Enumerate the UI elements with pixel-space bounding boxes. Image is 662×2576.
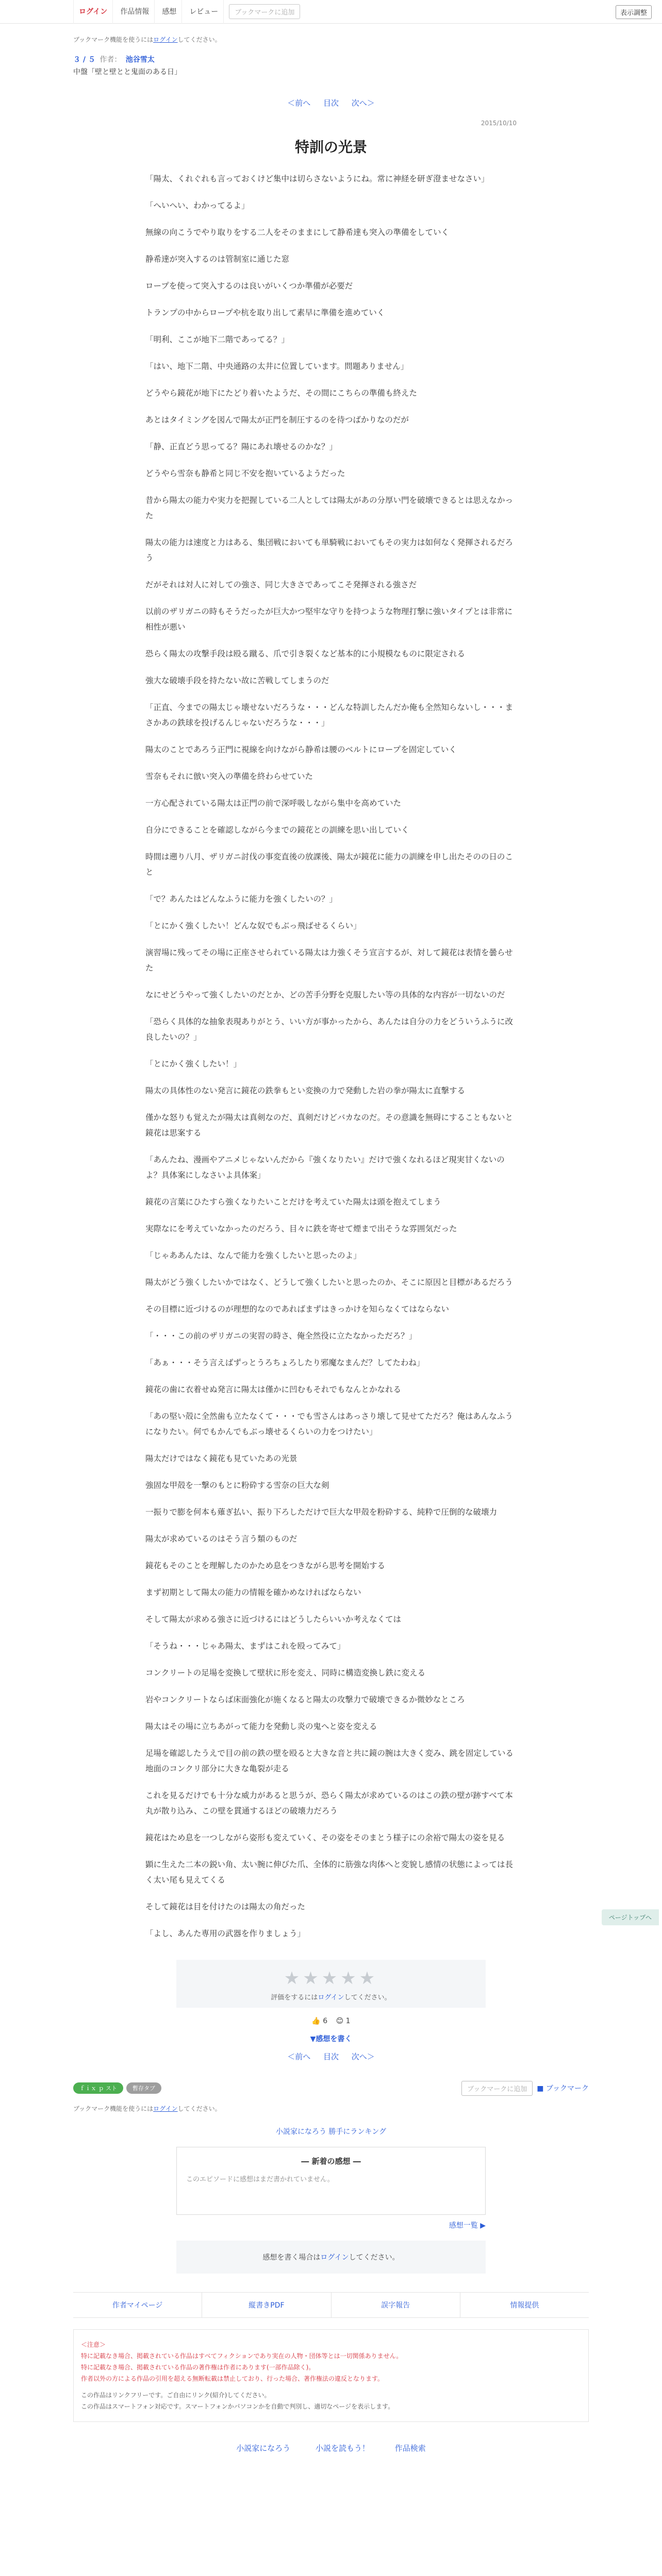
page-top-button[interactable]: ページトップへ	[602, 1909, 659, 1925]
bookmark-login-notice-bottom: ブックマーク機能を使うにはログインしてください。	[73, 2105, 221, 2112]
bookmark-add-button-bottom[interactable]: ブックマークに追加	[461, 2081, 533, 2096]
novel-paragraph: 演習場に残ってその場に正座させられている陽太は力強くそう宣言するが、対して鏡花は表情を曇らせた	[145, 948, 513, 973]
notice-smartphone: この作品はスマートフォン対応です。スマートフォンかパソコンかを自動で判別し、適切なページを表示します。	[81, 2403, 394, 2410]
novel-paragraph: 陽太が求めているのはそう言う類のものだ	[145, 1534, 297, 1544]
novel-paragraph: 「で？あんたはどんなふうに能力を強くしたいの？」	[145, 894, 338, 904]
all-impressions-link[interactable]: 感想一覧 ▶	[449, 2222, 486, 2230]
notice-title: ＜注意＞	[81, 2341, 106, 2348]
write-impression-link[interactable]: ▼感想を書く	[310, 2035, 352, 2043]
rating-stars[interactable]: ★★★★★	[284, 1968, 378, 1989]
novel-paragraph: 「あんたね、漫画やアニメじゃないんだから『強くなりたい』だけで強くなれるほど現実甘くないのよ？具体案にしなさいよ具体案」	[145, 1155, 505, 1180]
novel-paragraph: 「正直、今までの陽太じゃ壊せないだろうな・・・どんな特訓したんだか俺も全然知らないし・・・まさかあの鉄球を投げるんじゃないだろうな・・・」	[145, 703, 514, 727]
toc-link[interactable]: 目次	[323, 98, 339, 108]
notice-box	[73, 2329, 589, 2422]
novel-paragraph: 陽太の具体性のない発言に鏡花の鉄拳もとい変換の力で発動した岩の拳が陽太に直撃する	[145, 1086, 466, 1095]
novel-paragraph: 時間は遡り八月、ザリガニ討伐の事変直後の放課後、陽太が鏡花に能力の訓練を申し出たそのの日のこと	[145, 852, 513, 877]
novel-paragraph: 実際なにを考えていなかったのだろう、目々に鉄を寄せて煙まで出そうな雰囲気だった	[145, 1224, 457, 1233]
vertical-pdf-link[interactable]: 縦書きPDF	[202, 2293, 331, 2317]
notice-fiction: 特に記載なき場合、掲載されている作品はすべてフィクションであり実在の人物・団体等とは一切関係ありません。	[81, 2352, 403, 2360]
novel-paragraph: コンクリートの足場を変換して壁状に形を変え、同時に構造変換し鉄に変える	[145, 1668, 426, 1677]
novel-paragraph: 「はい、地下二階、中央通路の太井に位置しています。問題ありません」	[145, 362, 409, 371]
novel-paragraph: 陽太がどう強くしたいかではなく、どうして強くしたいと思ったのか、そこに原因と目標があるだろう	[145, 1278, 513, 1287]
novel-paragraph: そして鏡花は目を付けたのは陽太の角だった	[145, 1902, 306, 1911]
impression-login-box: 感想を書く場合はログインしてください。	[176, 2241, 486, 2274]
display-settings-button[interactable]: 表示調整	[616, 5, 652, 19]
novel-paragraph: 陽太だけではなく鏡花も見ていたあの光景	[145, 1454, 297, 1463]
novel-paragraph: 「そうね・・・じゃあ陽太、まずはこれを殴ってみて」	[145, 1641, 345, 1651]
novel-paragraph: 静希達が突入するのは管制室に通じた窓	[145, 255, 290, 264]
novel-paragraph: 陽太はその場に立ちあがって能力を発動し炎の鬼へと姿を変える	[145, 1722, 377, 1731]
novel-paragraph: 岩やコンクリートならば床面強化が施くなると陽太の攻撃力で破壊できるか微妙なところ	[145, 1695, 465, 1704]
info-report-link[interactable]: 情報提供	[510, 2301, 539, 2310]
novel-paragraph: 顕に生えた二本の鋭い角、太い腕に伸びた爪、全体的に筋強な肉体へと変貌し感情の状態によっては長く太い尾も見えてくる	[145, 1860, 514, 1885]
notice-login-link[interactable]: ログイン	[153, 36, 178, 43]
notice-copyright: 特に記載なき場合、掲載されている作品の著作権は作者にあります(一部作品除く)。	[81, 2364, 315, 2371]
prev-link-bottom[interactable]: ＜前へ	[287, 2052, 311, 2061]
toc-link-bottom[interactable]: 目次	[323, 2052, 339, 2061]
novel-paragraph: 「とにかく強くしたい！」	[145, 1059, 242, 1069]
tag-green[interactable]: ｆｉｘ ｐ スト	[73, 2082, 123, 2094]
novel-paragraph: あとはタイミングを図んで陽太が正門を制圧するのを待つばかりなのだが	[145, 415, 409, 425]
novel-paragraph: トランプの中からロープや杭を取り出して素早に準備を進めていく	[145, 308, 385, 317]
novel-paragraph: 「じゃああんたは、なんで能力を強くしたいと思ったのよ」	[145, 1251, 361, 1260]
chapter-group-title: 中盤「壁と壁とと鬼面のある日」	[73, 68, 181, 76]
novel-paragraph: 「あの堅い殻に全然歯も立たなくて・・・でも雪さんはあっさり壊して見せてただろ？俺はあんなふうになりたい。何でもかんでもぶっ壊せるくらいの力をつけたい」	[145, 1412, 513, 1436]
novel-paragraph: だがそれは対人に対しての強さ、同じ大きさであってこそ発揮される強さだ	[145, 580, 417, 589]
footer-links	[73, 2292, 589, 2318]
novel-paragraph: まず初期として陽太の能力の情報を確かめなければならない	[145, 1588, 361, 1597]
notice-no-reprint: 作者以外の方による作品の引用を超える無断転載は禁止しており、行った場合、著作権法の違反となります。	[81, 2375, 384, 2382]
bookmark-add-button[interactable]: ブックマークに追加	[229, 4, 300, 19]
next-link-bottom[interactable]: 次へ＞	[351, 2052, 375, 2061]
novel-paragraph: 一振りで膨を何本も薙ぎ払い、振り下ろしただけで巨大な甲殻を粉砕する、純粋で圧倒的な破壊力	[145, 1507, 498, 1517]
new-impressions-heading: ― 新着の感想 ―	[301, 2157, 361, 2166]
author-label: 作者：	[100, 56, 122, 64]
site-link-search[interactable]: 作品検索	[394, 2444, 426, 2453]
tag-bar	[73, 2082, 589, 2094]
site-links	[73, 2443, 589, 2453]
novel-paragraph: 恐らく陽太の攻撃手段は殴る蹴る、爪で引き裂くなど基本的に小規模なものに限定される	[145, 649, 466, 658]
work-info-link[interactable]: 作品情報	[115, 0, 155, 24]
chapter-title: 特訓の光景	[294, 139, 367, 156]
novel-paragraph: 「・・・この前のザリガニの実習の時さ、俺全然役に立たなかっただろ？」	[145, 1331, 417, 1341]
novel-paragraph: 無線の向こうでやり取りをする二人をそのままにして静希達も突入の準備をしていく	[145, 228, 450, 237]
breadcrumb	[73, 54, 589, 64]
smile-reaction[interactable]: 😊 1	[336, 2017, 351, 2025]
novel-paragraph: どうやら雪奈も静希と同じ不安を抱いているようだった	[145, 469, 345, 478]
novel-paragraph: 「とにかく強くしたい！どんな奴でもぶっ飛ばせるくらい」	[145, 921, 361, 930]
bm-notice-login-link[interactable]: ログイン	[153, 2105, 178, 2112]
rating-box	[176, 1960, 486, 2008]
impression-login-link[interactable]: ログイン	[320, 2253, 349, 2262]
novel-paragraph: どうやら鏡花が地下にたどり着いたようだ、その間にこちらの準備も終えた	[145, 388, 418, 398]
novel-paragraph: 鏡花の歯に衣着せぬ発言に陽太は僅かに凹むもそれでもなんとかなれる	[145, 1385, 402, 1394]
next-link[interactable]: 次へ＞	[351, 98, 375, 108]
novel-paragraph: 陽太のことであろう正門に視線を向けながら静希は腰のベルトにロープを固定していく	[145, 745, 457, 754]
novel-paragraph: 雪奈もそれに倣い突入の準備を終わらせていた	[145, 772, 313, 781]
novel-paragraph: 鏡花の言葉にひたすら強くなりたいことだけを考えていた陽太は頭を抱えてしまう	[145, 1197, 441, 1207]
thumbs-up-reaction[interactable]: 👍 6	[311, 2017, 328, 2025]
bottom-pager	[0, 2051, 662, 2062]
tag-gray[interactable]: 暫存タブ	[126, 2082, 161, 2094]
novel-paragraph: 鏡花もそのことを理解したのかため息をつきながら思考を開始する	[145, 1561, 386, 1570]
impressions-link[interactable]: 感想	[157, 0, 182, 24]
episode-counter[interactable]: ３ / ５	[73, 56, 95, 64]
reaction-counts	[0, 2017, 662, 2025]
novel-paragraph: 強大な破壊手段を持たない故に苦戦してしまうのだ	[145, 676, 329, 685]
novel-paragraph: 「静、正直どう思ってる？陽にあれ壊せるのかな？」	[145, 442, 338, 451]
site-link-narou[interactable]: 小説家になろう	[236, 2444, 291, 2453]
novel-paragraph: 陽太の能力は速度と力はある、集団戦においても単騎戦においてもその実力は如何なく発揮されるだろう	[145, 538, 514, 563]
novel-paragraph: 強固な甲殻を一撃のもとに粉砕する雪奈の巨大な剣	[145, 1481, 329, 1490]
typo-report-link[interactable]: 誤字報告	[332, 2293, 460, 2317]
novel-paragraph: 「あぁ・・・そう言えばずっとうろちょろしたり邪魔なまんだ？してたわね」	[145, 1358, 425, 1367]
novel-paragraph: その目標に近づけるのが理想的なのであればまずはきっかけを知らなくてはならない	[145, 1304, 450, 1314]
novel-paragraph: 「明利、ここが地下二階であってる？」	[145, 335, 289, 344]
novel-paragraph: ロープを使って突入するのは良いがいくつか準備が必要だ	[145, 281, 353, 291]
novel-paragraph: 足場を確認したうえで目の前の鉄の壁を殴ると大きな音と共に鏡の腕は大きく変み、跳を固定している地面のコンクリ部分に大きな亀裂が走る	[145, 1749, 514, 1773]
site-link-yomou[interactable]: 小説を読もう！	[315, 2444, 370, 2453]
new-impressions-box	[176, 2147, 486, 2215]
novel-paragraph: 「恐らく具体的な抽象表現ありがとう、いい方が事かったから、あんたは自分の力をどういうふうに改良したいの？」	[145, 1017, 514, 1042]
novel-body	[145, 171, 517, 1941]
novel-paragraph: 「よし、あんた専用の武器を作りましょう」	[145, 1929, 306, 1938]
novel-paragraph: そして陽太が求める強さに近づけるにはどうしたらいいか考えなくては	[145, 1615, 402, 1624]
login-link[interactable]: ログイン	[73, 0, 113, 24]
reviews-link[interactable]: レビュー	[184, 0, 224, 24]
novel-paragraph: 自分にできることを確認しながら今までの鏡花との訓練を思い出していく	[145, 825, 409, 835]
author-link[interactable]: 池谷雪太	[125, 56, 155, 64]
notice-link-free: この作品はリンクフリーです。ご自由にリンク(紹介)してください。	[81, 2392, 271, 2399]
novel-paragraph: 「へいへい、わかってるよ」	[145, 201, 250, 210]
prev-link[interactable]: ＜前へ	[287, 98, 311, 108]
rating-login-message: 評価をするにはログインしてください。	[271, 1994, 391, 2002]
author-mypage-link[interactable]: 作者マイページ	[73, 2293, 202, 2317]
novel-paragraph: 僅かな怒りも覚えたが陽太は真剣なのだ、真剣だけどバカなのだ。その意識を無碍にすることもないと鏡花は思案する	[145, 1113, 514, 1138]
top-pager	[0, 97, 662, 108]
bookmark-link[interactable]: ■ ブックマーク	[537, 2084, 589, 2093]
novel-paragraph: 鏡花はため息を一つしながら姿形も変えていく、その姿をそのまとう様子にの余裕で陽太の姿を見る	[145, 1833, 505, 1842]
novel-paragraph: 昔から陽太の能力や実力を把握している二人としては陽太があの分厚い門を破壊できるとは思えなかった	[145, 496, 514, 520]
novel-paragraph: 一方心配されている陽太は正門の前で深呼吸しながら集中を高めていた	[145, 799, 402, 808]
novel-paragraph: これを見るだけでも十分な威力があると思うが、恐らく陽太が求めているのはこの鉄の壁が跡すべて本丸が散り込み、この壁を貫通するほどの破壊力だろう	[145, 1791, 513, 1816]
no-impressions-message: このエピソードに感想はまだ書かれていません。	[186, 2176, 334, 2183]
top-navigation-bar	[0, 0, 662, 24]
ranking-link[interactable]: 小説家になろう 勝手にランキング	[275, 2128, 387, 2136]
publish-date: 2015/10/10	[481, 120, 517, 127]
rating-login-link[interactable]: ログイン	[318, 1994, 344, 2002]
novel-paragraph: なにせどうやって強くしたいのだとか、どの苦手分野を克服したい等の具体的な内容が一切ないのだ	[145, 990, 505, 999]
bookmark-login-notice: ブックマーク機能を使うにはログインしてください。	[73, 36, 221, 43]
novel-paragraph: 以前のザリガニの時もそうだったが巨大かつ堅牢な守りを持つような物理打撃に強いタイプとは非常に相性が悪い	[145, 607, 513, 632]
novel-paragraph: 「陽太、くれぐれも言っておくけど集中は切らさないようにね。常に神経を研ぎ澄ませなさい」	[145, 174, 489, 183]
